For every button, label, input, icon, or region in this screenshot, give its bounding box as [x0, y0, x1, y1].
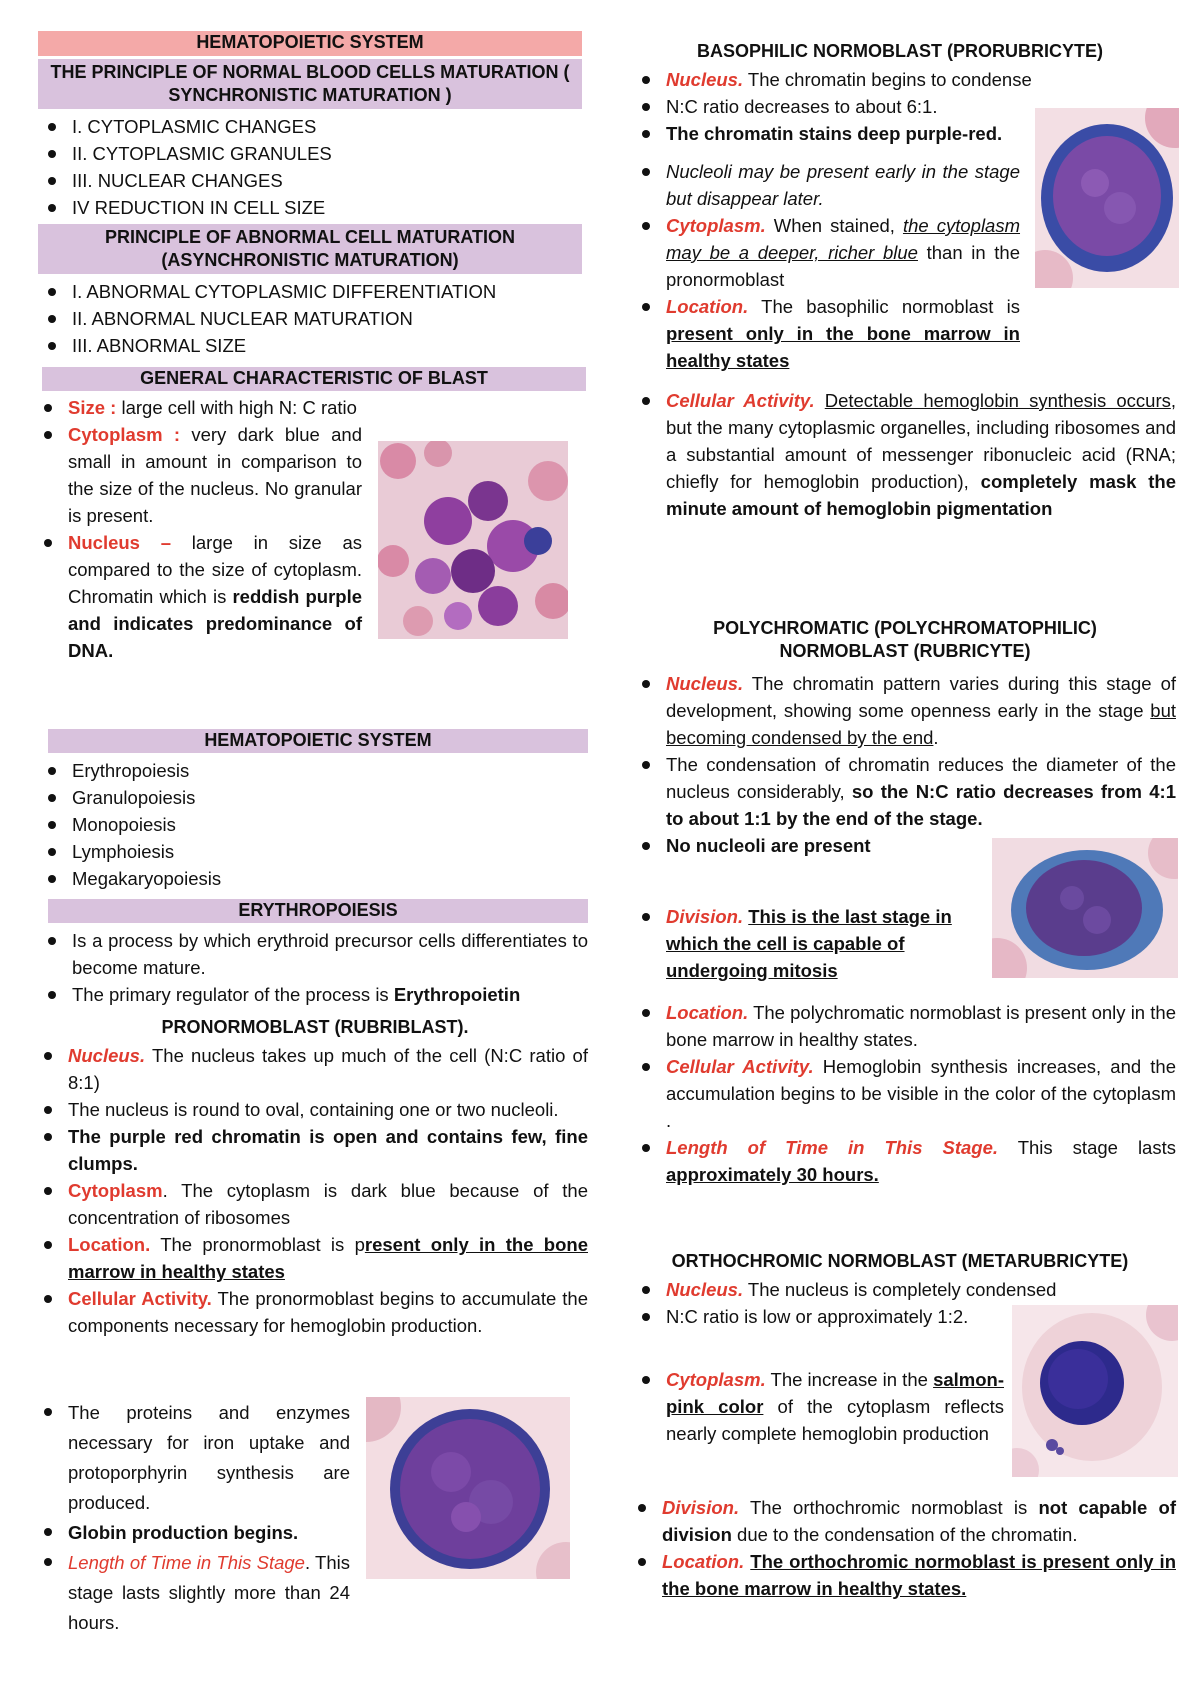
text-emphasis: resent only in the bone marrow in healthy states — [68, 1234, 588, 1282]
polychromatic-title: POLYCHROMATIC (POLYCHROMATOPHILIC) NORMOBLAST (RUBRICYTE) — [713, 618, 1097, 661]
text: of the cytoplasm reflects nearly complete hemoglobin production — [666, 1396, 1004, 1444]
text: The basophilic normoblast is — [748, 296, 1020, 317]
list-item: Nucleoli may be present early in the stage but disappear later. — [636, 158, 1020, 212]
list-item — [636, 1053, 1176, 1134]
text: The chromatin pattern varies during this stage of development, showing some openness early in the stage — [666, 673, 1176, 721]
list-item: No nucleoli are present — [636, 832, 1176, 859]
label: Location. — [662, 1551, 745, 1572]
text: large in size as compared to the size of cytoplasm. Chromatin which is — [68, 532, 362, 607]
list-item: Globin production begins. — [38, 1518, 350, 1548]
label: Nucleus. — [666, 1279, 744, 1300]
text: large cell with high N: C ratio — [116, 397, 357, 418]
text-bold: not capable of division — [662, 1497, 1176, 1545]
erythropoiesis-list — [42, 927, 588, 1008]
label: Location. — [666, 1002, 749, 1023]
basophilic-list-2 — [636, 158, 1020, 374]
basophilic-list-3 — [636, 387, 1176, 522]
label: Size : — [68, 397, 117, 418]
section-header-erythropoiesis: ERYTHROPOIESIS — [48, 899, 588, 923]
label: Nucleus. — [666, 673, 744, 694]
list-item — [636, 670, 1176, 751]
polychromatic-list-3 — [636, 999, 1176, 1188]
label: Nucleus. — [68, 1045, 146, 1066]
list-item: Erythropoiesis — [42, 757, 582, 784]
basophilic-micrograph-image — [1035, 108, 1179, 288]
label: Nucleus – — [68, 532, 172, 553]
text-bold: completely mask the minute amount of hemoglobin pigmentation — [666, 471, 1177, 519]
text: The increase in the — [765, 1369, 934, 1390]
orthochromic-micrograph-image — [1012, 1305, 1178, 1477]
list-item — [38, 1548, 350, 1638]
orthochromic-title: ORTHOCHROMIC NORMOBLAST (METARUBRICYTE) — [671, 1251, 1129, 1271]
text: The pronormoblast is p — [150, 1234, 365, 1255]
list-item — [632, 1548, 1176, 1602]
list-item: Lymphoiesis — [42, 838, 582, 865]
text-bold: so the N:C ratio decreases from 4:1 to about 1:1 by the end of the stage. — [666, 781, 1176, 829]
label: Length of Time in This Stage. — [666, 1137, 999, 1158]
text: The nucleus takes up much of the cell (N:C ratio of 8:1) — [68, 1045, 588, 1093]
list-item: Megakaryopoiesis — [42, 865, 582, 892]
section-header-blast: GENERAL CHARACTERISTIC OF BLAST — [42, 367, 586, 391]
list-item: IV REDUCTION IN CELL SIZE — [42, 194, 582, 221]
hematopoietic-list — [42, 757, 582, 892]
orthochromic-list-3 — [632, 1494, 1176, 1602]
polychromatic-list-1 — [636, 670, 1176, 859]
list-item: Is a process by which erythroid precursor cells differentiates to become mature. — [42, 927, 588, 981]
text: The condensation of chromatin reduces the diameter of the nucleus considerably, — [666, 754, 1176, 802]
label: Location. — [666, 296, 749, 317]
list-item — [38, 1177, 588, 1231]
section-header-hematopoietic-2: HEMATOPOIETIC SYSTEM — [48, 729, 588, 753]
pronormoblast-list — [38, 1042, 588, 1339]
text-emphasis: This is the last stage in which the cell is capable of undergoing mitosis — [666, 906, 952, 981]
text-emphasis: Detectable hemoglobin synthesis occurs — [824, 390, 1171, 411]
list-item — [636, 1276, 1176, 1303]
label: Length of Time in This Stage — [68, 1552, 305, 1573]
list-item — [38, 421, 362, 529]
text: The nucleus is completely condensed — [743, 1279, 1057, 1300]
label: Cellular Activity. — [68, 1288, 212, 1309]
text-emphasis: approximately 30 hours. — [666, 1164, 879, 1185]
label: Location. — [68, 1234, 151, 1255]
label: Cytoplasm. — [666, 215, 766, 236]
blast-list — [38, 394, 362, 664]
list-item — [38, 529, 362, 664]
list-item — [636, 751, 1176, 832]
text-emphasis: present only in the bone marrow in healthy states — [666, 323, 1020, 371]
list-item: I. ABNORMAL CYTOPLASMIC DIFFERENTIATION — [42, 278, 582, 305]
polychromatic-list-2 — [636, 903, 976, 984]
label: Cellular Activity. — [666, 1056, 814, 1077]
list-item: N:C ratio decreases to about 6:1. — [636, 93, 1176, 120]
list-item — [38, 1042, 588, 1096]
list-item: N:C ratio is low or approximately 1:2. — [636, 1303, 1176, 1330]
pronormoblast-title: PRONORMOBLAST (RUBRIBLAST). — [161, 1017, 469, 1037]
list-item: Monopoiesis — [42, 811, 582, 838]
list-item — [636, 212, 1020, 293]
label: Cytoplasm — [68, 1180, 163, 1201]
orthochromic-list-2 — [636, 1366, 1004, 1447]
normal-maturation-list — [42, 113, 582, 221]
list-item: Granulopoiesis — [42, 784, 582, 811]
list-item — [632, 1494, 1176, 1548]
text: . — [933, 727, 939, 748]
label: Division. — [666, 906, 744, 927]
list-item — [38, 394, 362, 421]
polychromatic-micrograph-image — [992, 838, 1178, 978]
text: The polychromatic normoblast is present only in the bone marrow in healthy states. — [666, 1002, 1176, 1050]
label: Cytoplasm : — [68, 424, 181, 445]
list-item: III. NUCLEAR CHANGES — [42, 167, 582, 194]
section-header-hematopoietic: HEMATOPOIETIC SYSTEM — [38, 31, 582, 56]
list-item — [38, 1285, 588, 1339]
text: , but the many cytoplasmic organelles, including ribosomes and a substantial amount of messenger ribonucleic acid (RNA; chiefly for hemoglobin production), — [666, 390, 1176, 492]
pronormoblast-micrograph-image — [366, 1397, 570, 1579]
list-item — [636, 1134, 1176, 1188]
text: This stage lasts — [998, 1137, 1176, 1158]
text-emphasis: salmon-pink color — [666, 1369, 1004, 1417]
basophilic-title: BASOPHILIC NORMOBLAST (PRORUBRICYTE) — [697, 41, 1103, 61]
list-item: II. ABNORMAL NUCLEAR MATURATION — [42, 305, 582, 332]
list-item: The nucleus is round to oval, containing one or two nucleoli. — [38, 1096, 588, 1123]
label: Nucleus. — [666, 69, 744, 90]
section-header-abnormal-maturation: PRINCIPLE OF ABNORMAL CELL MATURATION (ASYNCHRONISTIC MATURATION) — [38, 224, 582, 274]
text: The primary regulator of the process is — [72, 984, 394, 1005]
text: than in the pronormoblast — [666, 242, 1020, 290]
text: The chromatin begins to condense — [743, 69, 1032, 90]
label: Cellular Activity. — [666, 390, 815, 411]
text-emphasis: the cytoplasm may be a deeper, richer blue — [666, 215, 1021, 263]
label: Division. — [662, 1497, 740, 1518]
list-item: III. ABNORMAL SIZE — [42, 332, 582, 359]
list-item — [636, 387, 1176, 522]
list-item — [636, 66, 1176, 93]
text: very dark blue and small in amount in comparison to the size of the nucleus. No granular is present. — [68, 424, 362, 526]
list-item — [636, 293, 1020, 374]
text-bold: Erythropoietin — [393, 984, 521, 1005]
text: . The cytoplasm is dark blue because of the concentration of ribosomes — [68, 1180, 588, 1228]
list-item — [636, 999, 1176, 1053]
label: Cytoplasm. — [666, 1369, 766, 1390]
list-item: I. CYTOPLASMIC CHANGES — [42, 113, 582, 140]
list-item — [636, 1366, 1004, 1447]
text: due to the condensation of the chromatin. — [731, 1524, 1078, 1545]
list-item: The proteins and enzymes necessary for iron uptake and protoporphyrin synthesis are produced. — [38, 1398, 350, 1518]
text: When stained, — [765, 215, 903, 236]
list-item: The chromatin stains deep purple-red. — [636, 120, 1176, 147]
text-emphasis: The orthochromic normoblast is present only in the bone marrow in healthy states. — [662, 1551, 1176, 1599]
text: The orthochromic normoblast is — [739, 1497, 1039, 1518]
text: . This stage lasts slightly more than 24 hours. — [68, 1552, 350, 1633]
list-item — [42, 981, 588, 1008]
list-item: II. CYTOPLASMIC GRANULES — [42, 140, 582, 167]
blast-micrograph-image — [378, 441, 568, 639]
list-item — [636, 903, 976, 984]
pronormoblast-list-2 — [38, 1398, 350, 1638]
text: Hemoglobin synthesis increases, and the accumulation begins to be visible in the color of the cytoplasm . — [666, 1056, 1176, 1131]
text-bold: reddish purple and indicates predominance of DNA. — [68, 586, 362, 661]
text-emphasis: but becoming condensed by the end — [666, 700, 1176, 748]
section-header-normal-maturation: THE PRINCIPLE OF NORMAL BLOOD CELLS MATURATION ( SYNCHRONISTIC MATURATION ) — [38, 59, 582, 109]
list-item — [38, 1231, 588, 1285]
list-item: The purple red chromatin is open and contains few, fine clumps. — [38, 1123, 588, 1177]
text: The pronormoblast begins to accumulate the components necessary for hemoglobin production. — [68, 1288, 589, 1336]
abnormal-maturation-list — [42, 278, 582, 359]
